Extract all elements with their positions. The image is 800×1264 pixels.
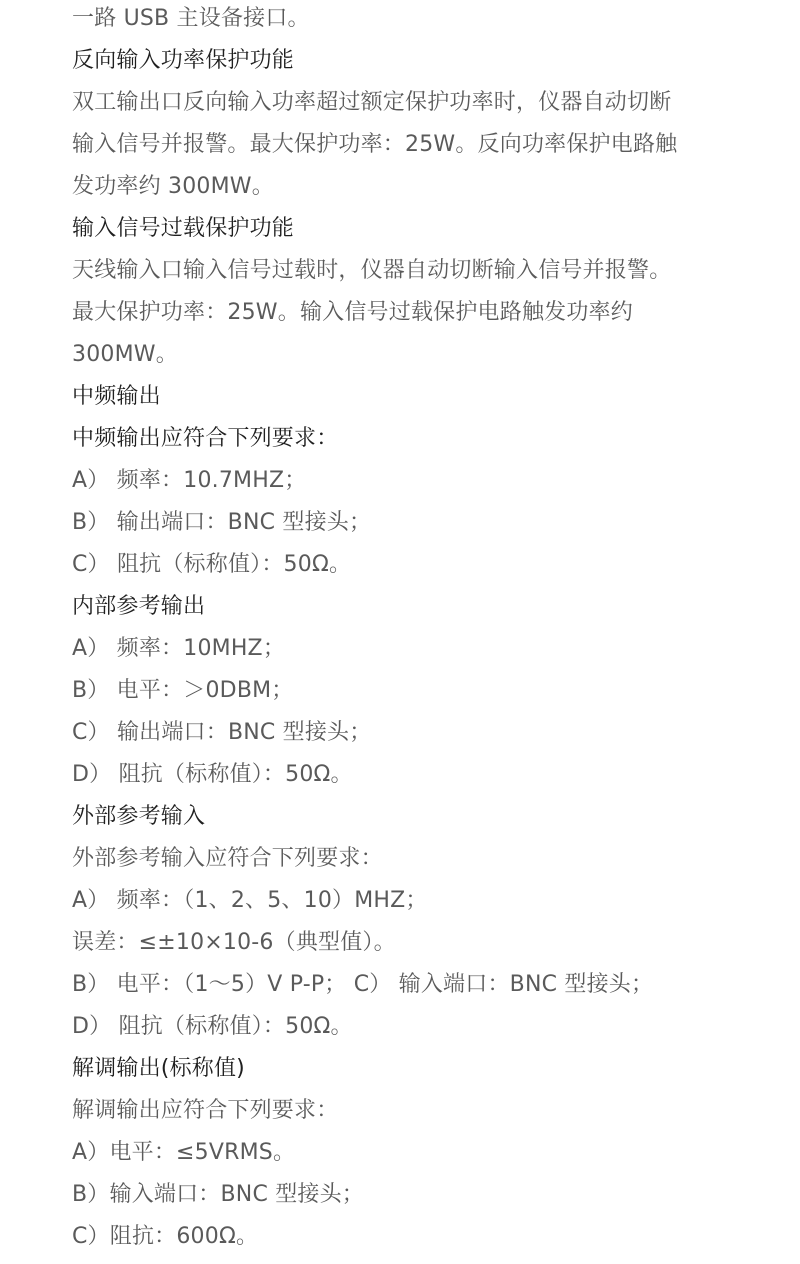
text-line: 300MW。: [72, 342, 178, 367]
section-heading: 外部参考输入: [72, 804, 206, 829]
section-heading: 解调输出(标称值): [72, 1056, 245, 1081]
list-item: D） 阻抗（标称值）：50Ω。: [72, 1014, 353, 1039]
list-item: B） 电平：（1～5）V P-P； C） 输入端口：BNC 型接头；: [72, 972, 654, 997]
list-item: C）阻抗：600Ω。: [72, 1224, 259, 1249]
text-line: 双工输出口反向输入功率超过额定保护功率时，仪器自动切断: [72, 90, 672, 115]
text-line: 发功率约 300MW。: [72, 174, 274, 199]
list-item: A） 频率：（1、2、5、10）MHZ；: [72, 888, 428, 913]
text-line: 输入信号并报警。最大保护功率：25W。反向功率保护电路触: [72, 132, 678, 157]
text-line: 外部参考输入应符合下列要求：: [72, 846, 383, 871]
list-item: A） 频率：10.7MHZ；: [72, 468, 307, 493]
text-line: 误差：≤±10×10-6（典型值）。: [72, 930, 396, 955]
list-item: B） 输出端口：BNC 型接头；: [72, 510, 372, 535]
section-subheading: 中频输出应符合下列要求：: [72, 426, 339, 451]
section-heading: 输入信号过载保护功能: [72, 216, 295, 241]
list-item: C） 阻抗（标称值）：50Ω。: [72, 552, 352, 577]
text-line: 天线输入口输入信号过载时，仪器自动切断输入信号并报警。: [72, 258, 672, 283]
section-heading: 内部参考输出: [72, 594, 206, 619]
text-line: 解调输出应符合下列要求：: [72, 1098, 339, 1123]
list-item: A） 频率：10MHZ；: [72, 636, 286, 661]
section-heading: 中频输出: [72, 384, 161, 409]
list-item: B）输入端口：BNC 型接头；: [72, 1182, 364, 1207]
text-line: 最大保护功率：25W。输入信号过载保护电路触发功率约: [72, 300, 633, 325]
list-item: C） 输出端口：BNC 型接头；: [72, 720, 372, 745]
text-line: 一路 USB 主设备接口。: [72, 6, 310, 31]
list-item: B） 电平：＞0DBM；: [72, 678, 294, 703]
list-item: A）电平：≤5VRMS。: [72, 1140, 296, 1165]
section-heading: 反向输入功率保护功能: [72, 48, 295, 73]
list-item: D） 阻抗（标称值）：50Ω。: [72, 762, 353, 787]
document-body: [72, 0, 762, 1258]
